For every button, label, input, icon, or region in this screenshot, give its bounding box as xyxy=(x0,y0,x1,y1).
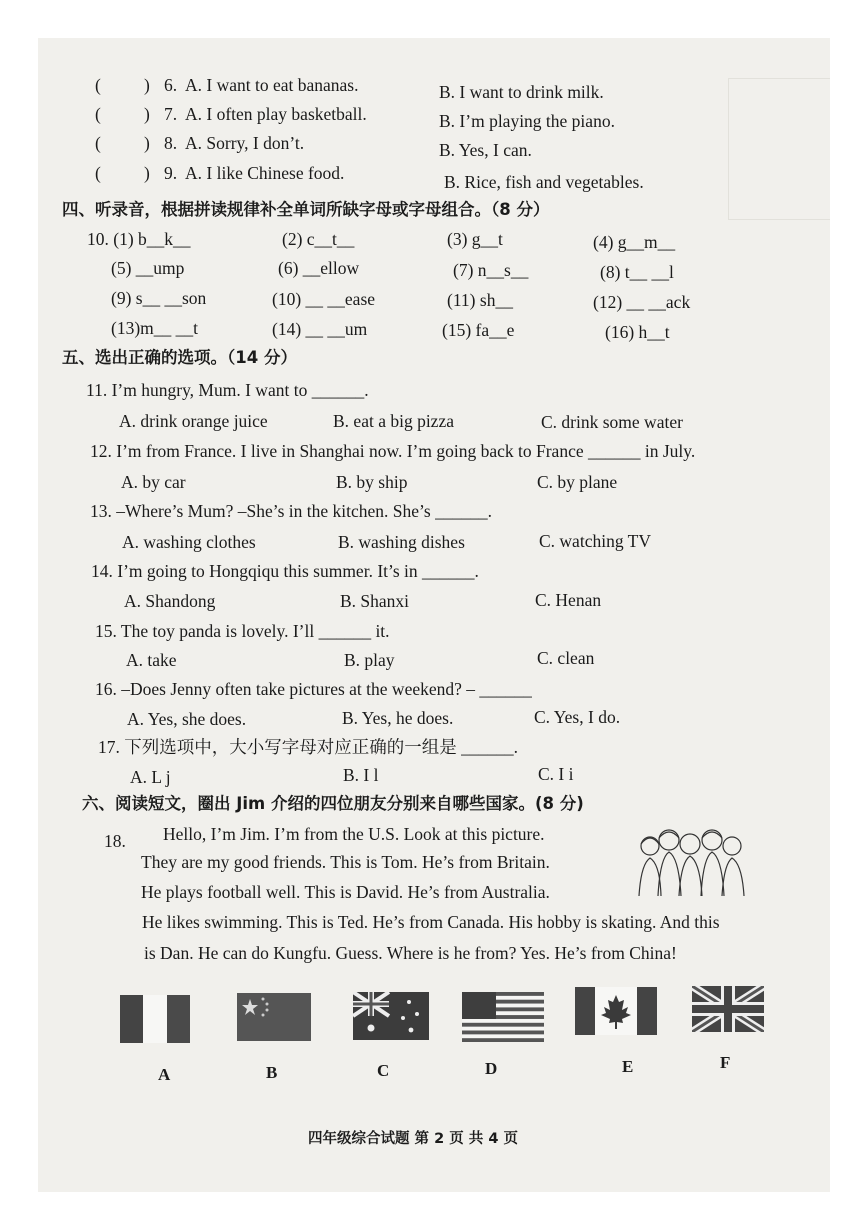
part4-cell: (16) h__t xyxy=(605,322,670,342)
part4-cell: (12) __ __ack xyxy=(593,292,691,312)
uk-flag-icon xyxy=(692,986,764,1032)
part4-cell: (11) sh__ xyxy=(447,290,513,310)
exam-page: ( ) 6. A. I want to eat bananas. B. I want to drink milk. ( ) 7. A. I often play basketball. B. I’m playing the piano. ( ) 8. A. Sorry, I don’t. B. Yes, I can. ( ) 9. A. I like Chinese food. B. Rice, fish and vegetables. 四、听录音，根据拼读规律补全单词所缺字母或字母组合。（8 分） 10. (1) b__k__ (2) c__t__ (3) g__t (4) g__m__ (5) __ump (6) __ellow (7) n__s__ (8) t__ __l (9) s__ __son (10) __ __ease (11) sh__ (12) __ __ack (13)m__ __t (14) __ __um (15) fa__e (16) h__t 五、选出正确的选项。（14 分） 11. I’m hungry, Mum. I want to ______. A. drink orange juice B. eat a big pizza C. drink some water 12. I’m from France. I live in Shanghai now. I’m going back to France ______ in July. A. by car B. by ship C. by plane 13. –Where’s Mum? –She’s in the kitchen. She’s ______. A. washing clothes B. washing dishes C. watching TV 14. I’m going to Hongqiqu this summer. It’s in ______. A. Shandong B. Shanxi C. Henan 15. The toy panda is lovely. I’ll ______ it. A. take B. play C. clean 16. –Does Jenny often take pictures at the weekend? – ______ A. Yes, she does. B. Yes, he does. C. Yes, I do. 17. 下列选项中，大小写字母对应正确的一组是 ______. A. L j B. I l C. I i 六、阅读短文，圈出 Jim 介绍的四位朋友分别来自哪些国家。(8 分) 18. Hello, I’m Jim. I’m from the U.S. Look at this picture. They are my good friends. This is Tom. He’s from Britain. He plays football well. This is David. He’s from Australia. He likes swimming. This is Ted. He’s from Canada. His hobby is skating. And this is Dan. He can do Kungfu. Guess. Where is he from? Yes. He’s from China! A B C D E F 四年级综合试题 第 2 页 共 4 页 xyxy=(38,38,830,1192)
question-18-number: 18. xyxy=(104,831,126,851)
part4-cell: (6) __ellow xyxy=(278,258,360,278)
flag-label-e: E xyxy=(622,1057,634,1076)
part4-cell: (4) g__m__ xyxy=(593,232,676,252)
flag-label-c: C xyxy=(377,1061,390,1080)
part5-heading: 五、选出正确的选项。（14 分） xyxy=(62,348,297,367)
part4-cell: (3) g__t xyxy=(447,229,503,249)
canada-flag-icon xyxy=(575,987,657,1035)
friends-picture xyxy=(636,824,748,896)
france-flag-icon xyxy=(120,995,190,1043)
flag-label-f: F xyxy=(720,1053,731,1072)
part4-cell: (9) s__ __son xyxy=(111,288,207,308)
part4-cell: (10) __ __ease xyxy=(272,289,376,309)
part4-cell: (8) t__ __l xyxy=(600,262,674,282)
part4-cell: (15) fa__e xyxy=(442,320,515,340)
australia-flag-icon xyxy=(353,992,429,1040)
page-footer: 四年级综合试题 第 2 页 共 4 页 xyxy=(308,1131,518,1147)
china-flag-icon xyxy=(237,993,311,1041)
part4-cell: (13)m__ __t xyxy=(111,318,199,338)
usa-flag-icon xyxy=(462,992,544,1042)
bleed-through-box xyxy=(728,78,830,220)
part4-cell: 10. (1) b__k__ xyxy=(87,229,191,249)
part6-heading: 六、阅读短文，圈出 Jim 介绍的四位朋友分别来自哪些国家。(8 分) xyxy=(82,794,584,813)
flag-label-b: B xyxy=(266,1063,278,1082)
part4-cell: (7) n__s__ xyxy=(453,260,529,280)
part4-heading: 四、听录音，根据拼读规律补全单词所缺字母或字母组合。（8 分） xyxy=(62,200,550,219)
part4-cell: (5) __ump xyxy=(111,258,185,278)
part4-cell: (2) c__t__ xyxy=(282,229,355,249)
flag-label-d: D xyxy=(485,1059,498,1078)
flag-label-a: A xyxy=(158,1065,171,1084)
part4-cell: (14) __ __um xyxy=(272,319,368,339)
